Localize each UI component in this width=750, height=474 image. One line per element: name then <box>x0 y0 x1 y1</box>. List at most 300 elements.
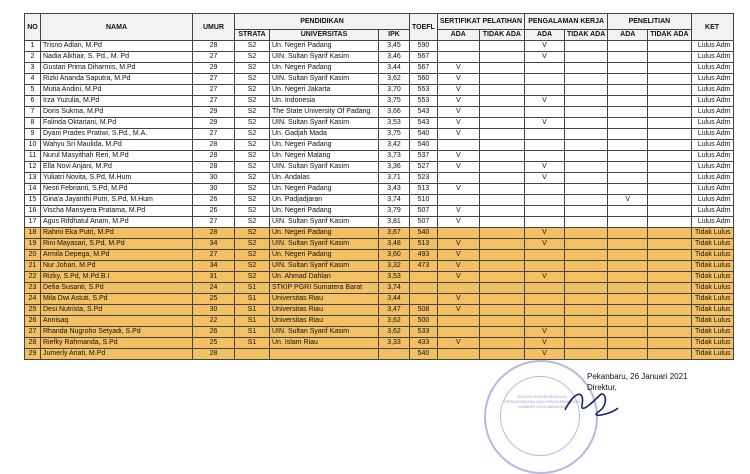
row-penelitian-ada <box>608 338 648 349</box>
table-row <box>25 184 734 195</box>
row-ipk: 3,74 <box>379 195 410 206</box>
row-strata: S1 <box>235 316 270 327</box>
table-row <box>25 129 734 140</box>
row-no: 22 <box>25 272 41 283</box>
row-no: 10 <box>25 140 41 151</box>
row-universitas: Un. Negeri Jakarta <box>270 85 379 96</box>
row-strata: S2 <box>235 217 270 228</box>
row-toefl: 513 <box>410 184 438 195</box>
table-row <box>25 162 734 173</box>
row-no: 8 <box>25 118 41 129</box>
row-ket: Tidak Lulus <box>691 272 733 283</box>
row-penelitian-ada <box>608 74 648 85</box>
row-ket: Tidak Lulus <box>691 239 733 250</box>
row-sertifikat-ada <box>437 228 479 239</box>
row-no: 6 <box>25 96 41 107</box>
row-nama: Yuliatri Novita, S.Pd, M.Hum <box>41 173 193 184</box>
row-sertifikat-tidak-ada <box>479 151 524 162</box>
header-sert-tidak-ada: TIDAK ADA <box>479 30 524 41</box>
row-pengalaman-ada <box>525 316 565 327</box>
row-sertifikat-tidak-ada <box>479 63 524 74</box>
row-universitas: Un. Islam Riau <box>270 338 379 349</box>
row-pengalaman-tidak-ada <box>565 228 608 239</box>
row-sertifikat-ada: V <box>437 129 479 140</box>
row-pengalaman-ada: V <box>525 96 565 107</box>
row-sertifikat-tidak-ada <box>479 327 524 338</box>
table-row <box>25 294 734 305</box>
row-nama: Agus Rifdhatul Anam, M.Pd <box>41 217 193 228</box>
row-pengalaman-ada <box>525 63 565 74</box>
table-row <box>25 327 734 338</box>
row-universitas: Un. Negeri Malang <box>270 151 379 162</box>
row-ipk: 3,62 <box>379 327 410 338</box>
row-sertifikat-ada: V <box>437 63 479 74</box>
row-sertifikat-tidak-ada <box>479 129 524 140</box>
row-pengalaman-tidak-ada <box>565 162 608 173</box>
row-universitas: Un. Andalas <box>270 173 379 184</box>
row-ipk: 3,62 <box>379 316 410 327</box>
row-universitas: Un. Ahmad Dahlan <box>270 272 379 283</box>
row-pengalaman-tidak-ada <box>565 283 608 294</box>
row-strata: S2 <box>235 140 270 151</box>
row-sertifikat-tidak-ada <box>479 272 524 283</box>
row-no: 16 <box>25 206 41 217</box>
row-strata: S2 <box>235 63 270 74</box>
header-strata: STRATA <box>235 30 270 41</box>
row-nama: Gina'a Jayanthi Putri, S.Pd, M.Hum <box>41 195 193 206</box>
row-no: 11 <box>25 151 41 162</box>
row-sertifikat-tidak-ada <box>479 239 524 250</box>
header-nama: NAMA <box>41 14 193 41</box>
row-toefl: 500 <box>410 316 438 327</box>
row-nama: Dyani Prades Pratiwi, S.Pd., M.A. <box>41 129 193 140</box>
row-sertifikat-ada <box>437 283 479 294</box>
row-no: 18 <box>25 228 41 239</box>
row-nama: Trisno Adlan, M.Pd <box>41 41 193 52</box>
row-no: 28 <box>25 338 41 349</box>
row-sertifikat-tidak-ada <box>479 85 524 96</box>
row-ket: Lulus Adm <box>691 74 733 85</box>
row-pengalaman-ada: V <box>525 327 565 338</box>
row-toefl: 540 <box>410 228 438 239</box>
row-sertifikat-tidak-ada <box>479 162 524 173</box>
row-sertifikat-tidak-ada <box>479 217 524 228</box>
row-pengalaman-tidak-ada <box>565 195 608 206</box>
row-ket: Lulus Adm <box>691 151 733 162</box>
footer-place-date: Pekanbaru, 26 Januari 2021 <box>587 372 688 381</box>
table-row <box>25 283 734 294</box>
row-umur: 29 <box>193 118 235 129</box>
row-pengalaman-ada <box>525 294 565 305</box>
row-umur: 26 <box>193 327 235 338</box>
row-pengalaman-ada <box>525 151 565 162</box>
row-no: 26 <box>25 316 41 327</box>
row-ipk: 3,60 <box>379 250 410 261</box>
row-sertifikat-tidak-ada <box>479 118 524 129</box>
row-umur: 27 <box>193 250 235 261</box>
row-pengalaman-tidak-ada <box>565 140 608 151</box>
row-pengalaman-ada: V <box>525 239 565 250</box>
row-pengalaman-tidak-ada <box>565 129 608 140</box>
row-penelitian-tidak-ada <box>648 151 691 162</box>
row-umur: 28 <box>193 228 235 239</box>
row-universitas: UIN. Sultan Syarif Kasim <box>270 327 379 338</box>
row-umur: 34 <box>193 239 235 250</box>
row-sertifikat-ada: V <box>437 206 479 217</box>
row-pengalaman-ada <box>525 129 565 140</box>
row-toefl: 507 <box>410 206 438 217</box>
row-nama: Nadia Alkhair, S. Pd., M. Pd <box>41 52 193 63</box>
row-nama: Vischa Mansyera Pratama, M.Pd <box>41 206 193 217</box>
row-ket: Tidak Lulus <box>691 294 733 305</box>
header-sert-ada: ADA <box>437 30 479 41</box>
row-nama: Mutia Andini, M.Pd <box>41 85 193 96</box>
row-pengalaman-tidak-ada <box>565 250 608 261</box>
row-umur: 29 <box>193 107 235 118</box>
row-umur: 28 <box>193 162 235 173</box>
row-pengalaman-tidak-ada <box>565 184 608 195</box>
row-sertifikat-ada <box>437 195 479 206</box>
row-sertifikat-tidak-ada <box>479 140 524 151</box>
row-strata: S2 <box>235 206 270 217</box>
row-pengalaman-tidak-ada <box>565 206 608 217</box>
header-umur: UMUR <box>193 14 235 41</box>
row-penelitian-ada <box>608 206 648 217</box>
table-row <box>25 96 734 107</box>
row-strata: S2 <box>235 107 270 118</box>
row-ipk: 3,71 <box>379 173 410 184</box>
row-umur: 27 <box>193 85 235 96</box>
row-nama: Doris Sukma, M.Pd <box>41 107 193 118</box>
row-ipk: 3,44 <box>379 294 410 305</box>
row-universitas: Universitas Riau <box>270 305 379 316</box>
header-toefl: TOEFL <box>410 14 438 41</box>
row-universitas: Un. Indonesia <box>270 96 379 107</box>
row-pengalaman-ada: V <box>525 338 565 349</box>
row-sertifikat-ada <box>437 327 479 338</box>
row-penelitian-ada <box>608 349 648 360</box>
row-penelitian-ada <box>608 52 648 63</box>
row-sertifikat-tidak-ada <box>479 52 524 63</box>
row-ipk: 3,44 <box>379 63 410 74</box>
row-umur: 22 <box>193 316 235 327</box>
row-penelitian-tidak-ada <box>648 107 691 118</box>
row-toefl: 553 <box>410 85 438 96</box>
row-no: 9 <box>25 129 41 140</box>
table-row <box>25 85 734 96</box>
row-umur: 30 <box>193 305 235 316</box>
row-toefl: 567 <box>410 52 438 63</box>
row-universitas: Un. Gadjah Mada <box>270 129 379 140</box>
row-ipk: 3,47 <box>379 305 410 316</box>
row-sertifikat-ada: V <box>437 107 479 118</box>
row-ket: Lulus Adm <box>691 140 733 151</box>
row-toefl: 560 <box>410 74 438 85</box>
row-penelitian-ada <box>608 162 648 173</box>
row-strata: S2 <box>235 118 270 129</box>
row-ipk: 3,66 <box>379 107 410 118</box>
row-universitas: UIN. Sultan Syarif Kasim <box>270 74 379 85</box>
row-sertifikat-ada <box>437 316 479 327</box>
row-pengalaman-tidak-ada <box>565 52 608 63</box>
row-nama: Jumerly Ariati, M.Pd <box>41 349 193 360</box>
row-nama: Nur Johari, M.Pd <box>41 261 193 272</box>
row-toefl: 513 <box>410 239 438 250</box>
row-nama: Gustari Prima Diharmis, M.Pd <box>41 63 193 74</box>
row-penelitian-tidak-ada <box>648 195 691 206</box>
row-penelitian-tidak-ada <box>648 184 691 195</box>
row-penelitian-ada <box>608 294 648 305</box>
row-universitas: Un. Negeri Padang <box>270 140 379 151</box>
row-strata: S2 <box>235 129 270 140</box>
row-nama: Rini Mayasari, S.Pd, M.Pd <box>41 239 193 250</box>
row-nama: Falinda Oktariani, M.Pd <box>41 118 193 129</box>
row-penelitian-ada <box>608 184 648 195</box>
row-universitas: UIN. Sultan Syarif Kasim <box>270 239 379 250</box>
row-no: 20 <box>25 250 41 261</box>
row-pengalaman-ada: V <box>525 272 565 283</box>
row-pengalaman-tidak-ada <box>565 272 608 283</box>
row-pengalaman-ada <box>525 107 565 118</box>
row-penelitian-tidak-ada <box>648 96 691 107</box>
row-no: 14 <box>25 184 41 195</box>
row-penelitian-tidak-ada <box>648 52 691 63</box>
header-pendidikan: PENDIDIKAN <box>235 14 410 30</box>
row-ipk: 3,67 <box>379 228 410 239</box>
row-pengalaman-tidak-ada <box>565 85 608 96</box>
signature <box>560 380 620 425</box>
row-sertifikat-ada: V <box>437 96 479 107</box>
row-strata: S2 <box>235 261 270 272</box>
stamp-text: BADAN PENGEMBANGAN PERDAGANGAN DAN PENGEMBANGAN SUMBER DAYA MANUSIA <box>503 394 580 409</box>
row-universitas: Un. Negeri Padang <box>270 63 379 74</box>
table-row <box>25 261 734 272</box>
row-sertifikat-tidak-ada <box>479 283 524 294</box>
row-toefl: 433 <box>410 338 438 349</box>
row-umur: 27 <box>193 52 235 63</box>
row-penelitian-ada <box>608 173 648 184</box>
row-penelitian-ada: V <box>608 195 648 206</box>
row-pengalaman-ada: V <box>525 41 565 52</box>
row-universitas: Un. Negeri Padang <box>270 228 379 239</box>
table-row <box>25 107 734 118</box>
row-nama: Ella Novi Anjani, M.Pd <box>41 162 193 173</box>
row-ipk: 3,53 <box>379 118 410 129</box>
row-pengalaman-ada: V <box>525 228 565 239</box>
row-ipk: 3,81 <box>379 217 410 228</box>
row-nama: Rizki Ananda Saputra, M.Pd <box>41 74 193 85</box>
row-universitas: Universitas Riau <box>270 316 379 327</box>
row-pengalaman-ada: V <box>525 173 565 184</box>
row-penelitian-tidak-ada <box>648 140 691 151</box>
row-pengalaman-tidak-ada <box>565 151 608 162</box>
row-sertifikat-ada: V <box>437 250 479 261</box>
row-pengalaman-ada <box>525 261 565 272</box>
row-ket: Lulus Adm <box>691 184 733 195</box>
candidate-table <box>24 13 734 360</box>
table-row <box>25 74 734 85</box>
row-toefl: 508 <box>410 305 438 316</box>
row-no: 29 <box>25 349 41 360</box>
table-row <box>25 305 734 316</box>
row-pengalaman-ada <box>525 250 565 261</box>
row-universitas: Un. Negeri Padang <box>270 184 379 195</box>
row-no: 12 <box>25 162 41 173</box>
row-pengalaman-tidak-ada <box>565 74 608 85</box>
table-row <box>25 316 734 327</box>
row-ket: Lulus Adm <box>691 162 733 173</box>
row-toefl: 510 <box>410 195 438 206</box>
row-universitas: UIN. Sultan Syarif Kasim <box>270 118 379 129</box>
row-toefl: 540 <box>410 349 438 360</box>
row-umur: 26 <box>193 195 235 206</box>
row-pengalaman-tidak-ada <box>565 349 608 360</box>
row-penelitian-tidak-ada <box>648 294 691 305</box>
row-ipk: 3,74 <box>379 283 410 294</box>
row-ipk: 3,48 <box>379 239 410 250</box>
table-row <box>25 349 734 360</box>
row-nama: Riefky Rahmanda, S.Pd <box>41 338 193 349</box>
row-toefl: 567 <box>410 63 438 74</box>
row-toefl: 553 <box>410 96 438 107</box>
row-penelitian-tidak-ada <box>648 217 691 228</box>
row-nama: Rahmi Eka Putri, M.Pd <box>41 228 193 239</box>
row-strata: S2 <box>235 184 270 195</box>
table-row <box>25 52 734 63</box>
row-pengalaman-tidak-ada <box>565 173 608 184</box>
row-sertifikat-tidak-ada <box>479 173 524 184</box>
row-sertifikat-ada: V <box>437 294 479 305</box>
table-row <box>25 250 734 261</box>
row-no: 24 <box>25 294 41 305</box>
row-sertifikat-tidak-ada <box>479 349 524 360</box>
row-sertifikat-tidak-ada <box>479 261 524 272</box>
row-sertifikat-tidak-ada <box>479 305 524 316</box>
row-pengalaman-ada <box>525 305 565 316</box>
row-strata: S1 <box>235 305 270 316</box>
row-strata: S2 <box>235 41 270 52</box>
table-row <box>25 338 734 349</box>
row-penelitian-ada <box>608 107 648 118</box>
footer-title: Direktur, <box>587 383 617 392</box>
row-penelitian-tidak-ada <box>648 272 691 283</box>
row-strata <box>235 349 270 360</box>
row-no: 21 <box>25 261 41 272</box>
row-ket: Tidak Lulus <box>691 316 733 327</box>
row-umur: 28 <box>193 140 235 151</box>
row-universitas: Universitas Riau <box>270 294 379 305</box>
header-sertifikat: SERTIFIKAT PELATIHAN <box>437 14 524 30</box>
row-ket: Lulus Adm <box>691 195 733 206</box>
table-row <box>25 217 734 228</box>
row-ipk: 3,43 <box>379 184 410 195</box>
row-no: 3 <box>25 63 41 74</box>
row-penelitian-tidak-ada <box>648 206 691 217</box>
row-sertifikat-ada: V <box>437 217 479 228</box>
table-row <box>25 118 734 129</box>
row-pengalaman-ada <box>525 140 565 151</box>
table-row <box>25 140 734 151</box>
row-penelitian-tidak-ada <box>648 85 691 96</box>
table-row <box>25 228 734 239</box>
row-sertifikat-tidak-ada <box>479 195 524 206</box>
row-pengalaman-tidak-ada <box>565 41 608 52</box>
row-universitas: The State University Of Padang <box>270 107 379 118</box>
row-no: 1 <box>25 41 41 52</box>
row-toefl: 537 <box>410 151 438 162</box>
row-penelitian-tidak-ada <box>648 173 691 184</box>
row-strata: S2 <box>235 173 270 184</box>
row-ket: Tidak Lulus <box>691 327 733 338</box>
row-strata: S1 <box>235 283 270 294</box>
header-no: NO <box>25 14 41 41</box>
row-no: 4 <box>25 74 41 85</box>
row-toefl: 590 <box>410 41 438 52</box>
row-pengalaman-tidak-ada <box>565 63 608 74</box>
row-ket: Lulus Adm <box>691 85 733 96</box>
row-ipk: 3,33 <box>379 338 410 349</box>
row-umur: 28 <box>193 151 235 162</box>
row-pengalaman-ada <box>525 283 565 294</box>
row-strata: S2 <box>235 85 270 96</box>
row-sertifikat-tidak-ada <box>479 228 524 239</box>
row-ket: Lulus Adm <box>691 107 733 118</box>
row-ipk: 3,70 <box>379 85 410 96</box>
row-sertifikat-ada: V <box>437 85 479 96</box>
row-sertifikat-tidak-ada <box>479 184 524 195</box>
row-toefl: 543 <box>410 118 438 129</box>
row-universitas: Un. Negeri Padang <box>270 250 379 261</box>
row-penelitian-ada <box>608 316 648 327</box>
table-row <box>25 41 734 52</box>
row-universitas: Un. Negeri Padang <box>270 41 379 52</box>
row-strata: S2 <box>235 195 270 206</box>
row-nama: Irza Yuzulia, M.Pd <box>41 96 193 107</box>
row-toefl <box>410 294 438 305</box>
row-ipk: 3,53 <box>379 272 410 283</box>
row-sertifikat-ada: V <box>437 74 479 85</box>
row-umur: 30 <box>193 173 235 184</box>
row-universitas <box>270 349 379 360</box>
row-penelitian-tidak-ada <box>648 228 691 239</box>
row-pengalaman-ada: V <box>525 162 565 173</box>
row-universitas: STKIP PGRI Sumatera Barat <box>270 283 379 294</box>
row-pengalaman-tidak-ada <box>565 261 608 272</box>
table-row <box>25 206 734 217</box>
row-universitas: UIN. Sultan Syarif Kasim <box>270 261 379 272</box>
row-universitas: Un. Padjadjaran <box>270 195 379 206</box>
row-toefl: 523 <box>410 173 438 184</box>
row-pengalaman-tidak-ada <box>565 217 608 228</box>
row-penelitian-tidak-ada <box>648 118 691 129</box>
row-sertifikat-tidak-ada <box>479 250 524 261</box>
row-sertifikat-tidak-ada <box>479 107 524 118</box>
row-no: 27 <box>25 327 41 338</box>
row-penelitian-ada <box>608 239 648 250</box>
row-strata: S2 <box>235 96 270 107</box>
row-umur: 25 <box>193 294 235 305</box>
row-ipk <box>379 349 410 360</box>
row-penelitian-ada <box>608 327 648 338</box>
row-penelitian-tidak-ada <box>648 239 691 250</box>
row-pengalaman-tidak-ada <box>565 118 608 129</box>
row-umur: 27 <box>193 74 235 85</box>
row-umur: 30 <box>193 184 235 195</box>
row-sertifikat-tidak-ada <box>479 294 524 305</box>
row-ket: Tidak Lulus <box>691 250 733 261</box>
row-pengalaman-tidak-ada <box>565 239 608 250</box>
row-strata: S2 <box>235 228 270 239</box>
